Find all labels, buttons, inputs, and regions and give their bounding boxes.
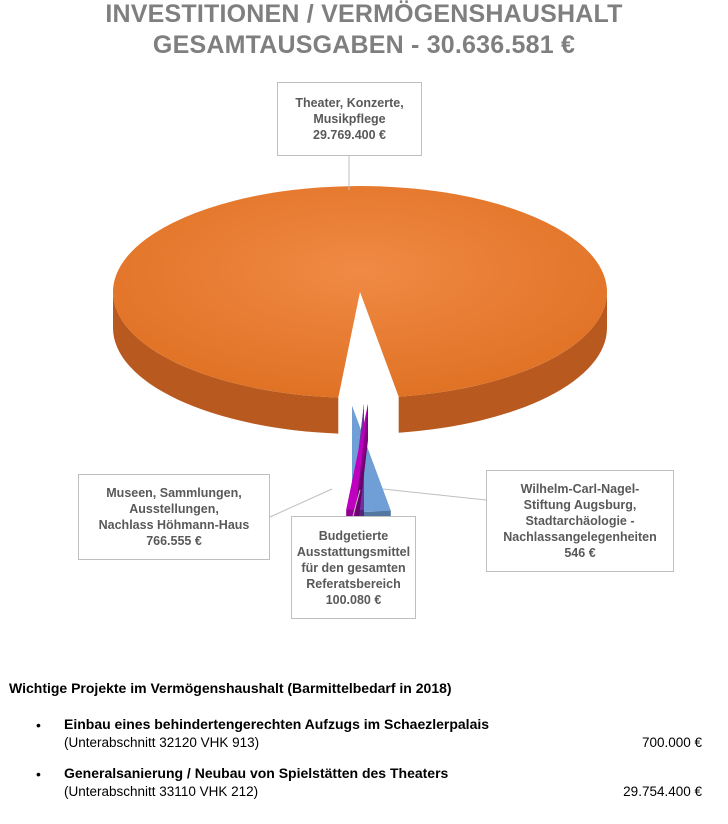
slice-value-label: 766.555 €	[146, 534, 202, 548]
slice-label-line: Referatsbereich	[306, 576, 401, 591]
slice-label-line: für den gesamten	[301, 560, 406, 575]
slice-label-line: Ausstellungen,	[129, 502, 219, 516]
project-value: 700.000 €	[641, 735, 702, 750]
bullet: •	[36, 766, 41, 782]
leader-museen	[270, 489, 332, 517]
project-subtitle: (Unterabschnitt 32120 VHK 913)	[64, 735, 260, 750]
slice-label-line: Budgetierte	[318, 528, 389, 543]
slice-label-budget	[291, 516, 416, 619]
slice-label-line: Nachlass Höhmann-Haus	[98, 518, 250, 532]
projects-heading: Wichtige Projekte im Vermögenshaushalt (Barmittelbedarf in 2018)	[9, 680, 452, 696]
project-value: 29.754.400 €	[623, 784, 702, 799]
slice-label-line: Museen, Sammlungen,	[106, 486, 242, 500]
slice-value-label: 29.769.400 €	[313, 128, 386, 142]
slice-label-line: Stadtarchäologie -	[525, 514, 635, 528]
bullet: •	[36, 717, 41, 733]
project-item	[0, 716, 728, 756]
project-subtitle: (Unterabschnitt 33110 VHK 212)	[64, 784, 259, 799]
leader-stiftung	[383, 489, 486, 500]
chart-title-line1: INVESTITIONEN / VERMÖGENSHAUSHALT	[105, 0, 623, 28]
project-title: Einbau eines behindertengerechten Aufzugs im Schaezlerpalais	[64, 716, 490, 732]
slice-value-label: 100.080 €	[325, 592, 382, 607]
slice-label-stiftung	[486, 470, 674, 572]
slice-label-line: Theater, Konzerte,	[295, 96, 404, 110]
chart-title-line2: GESAMTAUSGABEN - 30.636.581 €	[152, 31, 576, 59]
project-title: Generalsanierung / Neubau von Spielstätten des Theaters	[64, 765, 449, 781]
slice-value-label: 546 €	[564, 546, 596, 560]
slice-theater	[113, 186, 607, 398]
slice-label-line: Nachlassangelegenheiten	[503, 530, 657, 544]
slice-label-line: Ausstattungsmittel	[296, 544, 411, 559]
slice-label-line: Musikpflege	[313, 112, 386, 126]
slice-label-theater	[277, 82, 422, 156]
slice-label-museen	[78, 474, 270, 560]
slice-label-line: Stiftung Augsburg,	[523, 498, 637, 512]
slice-label-line: Wilhelm-Carl-Nagel-	[520, 482, 640, 496]
project-item	[0, 765, 728, 805]
